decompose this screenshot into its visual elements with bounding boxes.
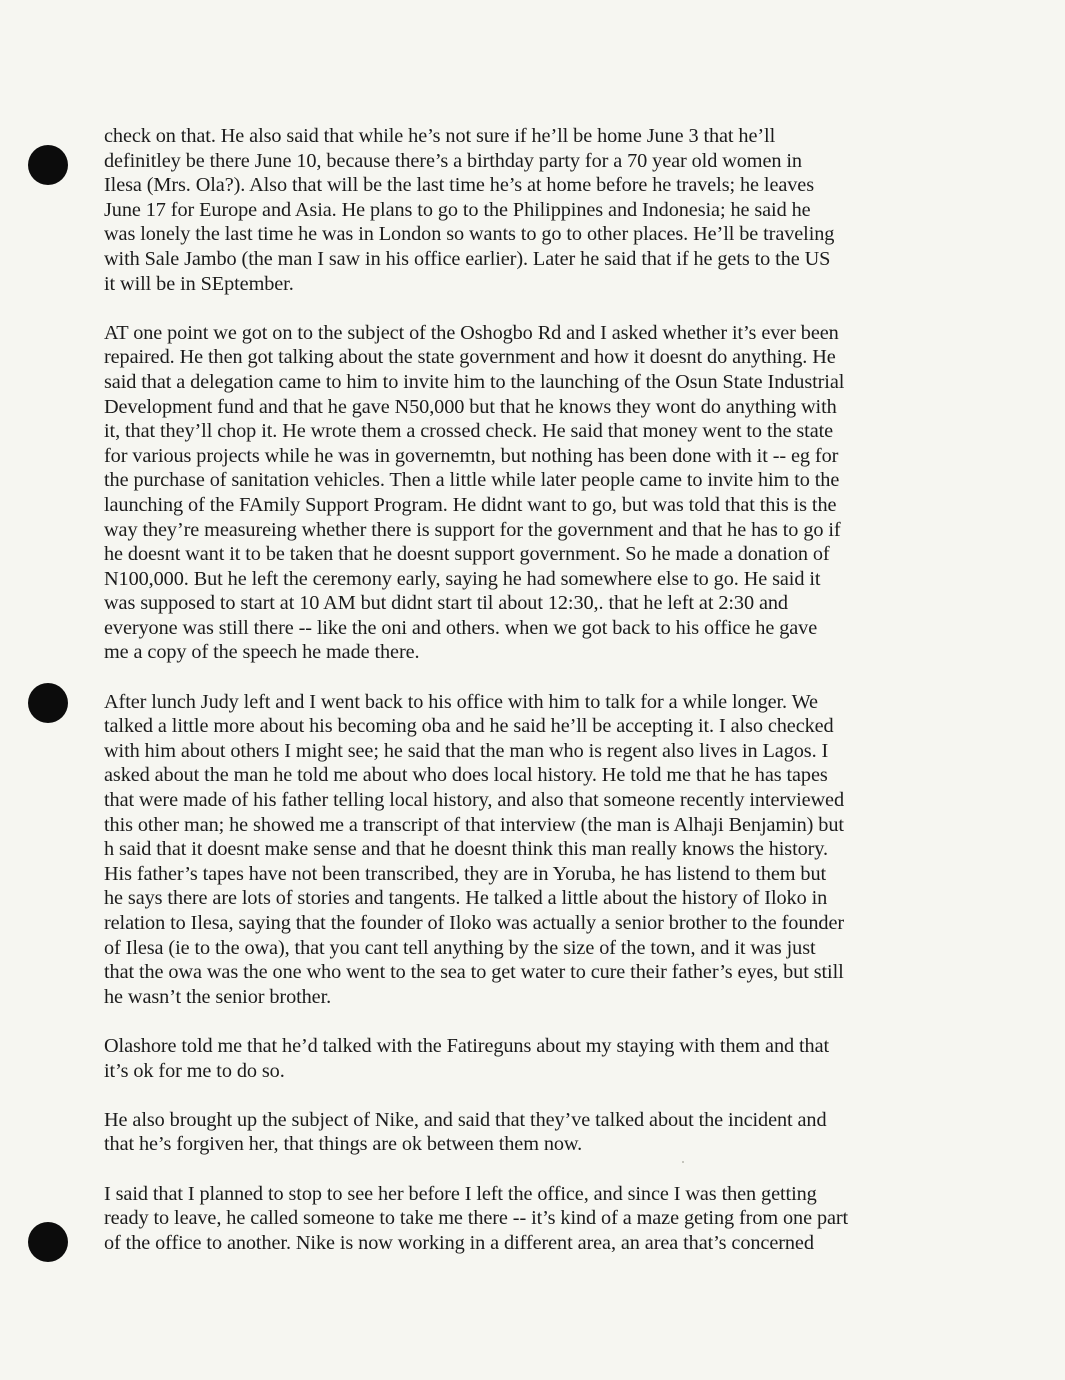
text-line: After lunch Judy left and I went back to his office with him to talk for a while longer. We [104,690,818,713]
text-line: Ilesa (Mrs. Ola?). Also that will be the last time he’s at home before he travels; he leaves [104,174,814,197]
text-line: he wasn’t the senior brother. [104,985,332,1008]
text-line: He also brought up the subject of Nike, and said that they’ve talked about the incident and [104,1108,827,1131]
text-line: His father’s tapes have not been transcribed, they are in Yoruba, he has listend to them but [104,862,827,885]
text-line: of Ilesa (ie to the owa), that you cant tell anything by the size of the town, and it was just [104,936,816,959]
text-line: N100,000. But he left the ceremony early, saying he had somewhere else to go. He said it [104,567,821,590]
text-line: h said that it doesnt make sense and that he doesnt think this man really knows the history. [104,838,828,861]
text-line: AT one point we got on to the subject of the Oshogbo Rd and I asked whether it’s ever been [104,321,839,344]
text-line: the purchase of sanitation vehicles. Then a little while later people came to invite him to the [104,469,840,492]
text-line: was lonely the last time he was in London so wants to go to other places. He’ll be traveling [104,223,835,246]
text-line: ready to leave, he called someone to take me there -- it’s kind of a maze geting from one part [104,1207,849,1230]
text-line: Olashore told me that he’d talked with the Fatireguns about my staying with them and that [104,1034,830,1057]
text-line: I said that I planned to stop to see her before I left the office, and since I was then getting [104,1182,817,1205]
binder-hole-top [28,145,68,185]
text-line: repaired. He then got talking about the state government and how it doesnt do anything. He [104,346,836,369]
text-line: it will be in SEptember. [104,272,294,295]
text-line: he doesnt want it to be taken that he doesnt support government. So he made a donation of [104,543,830,566]
text-line: June 17 for Europe and Asia. He plans to go to the Philippines and Indonesia; he said he [104,198,811,221]
paragraph [104,1182,934,1256]
paper-speck [682,1161,684,1163]
document-body [104,124,934,1280]
text-line: way they’re measureing whether there is support for the government and that he has to go if [104,518,841,541]
text-line: talked a little more about his becoming oba and he said he’ll be accepting it. I also checked [104,715,834,738]
text-line: with him about others I might see; he said that the man who is regent also lives in Lagos. I [104,739,829,762]
paragraph [104,690,934,1010]
text-line: that he’s forgiven her, that things are ok between them now. [104,1133,583,1156]
text-line: that were made of his father telling local history, and also that someone recently interviewed [104,789,844,812]
text-line: that the owa was the one who went to the sea to get water to cure their father’s eyes, but still [104,961,844,984]
binder-hole-middle [28,683,68,723]
text-line: everyone was still there -- like the oni and others. when we got back to his office he gave [104,616,818,639]
text-line: it, that they’ll chop it. He wrote them a crossed check. He said that money went to the state [104,420,834,443]
text-line: it’s ok for me to do so. [104,1059,285,1082]
text-line: this other man; he showed me a transcript of that interview (the man is Alhaji Benjamin) but [104,813,844,836]
text-line: was supposed to start at 10 AM but didnt start til about 12:30,. that he left at 2:30 and [104,592,788,615]
text-line: definitley be there June 10, because there’s a birthday party for a 70 year old women in [104,149,802,172]
text-line: relation to Ilesa, saying that the founder of Iloko was actually a senior brother to the founder [104,912,845,934]
paragraph [104,124,934,296]
paragraph [104,321,934,665]
text-line: with Sale Jambo (the man I saw in his office earlier). Later he said that if he gets to the US [104,247,831,270]
text-line: Development fund and that he gave N50,000 but that he knows they wont do anything with [104,395,837,418]
text-line: for various projects while he was in governemtn, but nothing has been done with it -- eg for [104,444,839,467]
binder-hole-bottom [28,1222,68,1262]
paragraph [104,1034,934,1083]
text-line: launching of the FAmily Support Program. He didnt want to go, but was told that this is the [104,493,837,516]
text-line: me a copy of the speech he made there. [104,641,420,664]
text-line: said that a delegation came to him to invite him to the launching of the Osun State Industrial [104,370,845,393]
text-line: he says there are lots of stories and tangents. He talked a little about the history of Iloko in [104,887,828,910]
text-line: asked about the man he told me about who does local history. He told me that he has tapes [104,764,828,787]
text-line: of the office to another. Nike is now working in a different area, an area that’s concerned [104,1231,814,1254]
paragraph [104,1108,934,1157]
text-line: check on that. He also said that while he’s not sure if he’ll be home June 3 that he’ll [104,125,776,147]
